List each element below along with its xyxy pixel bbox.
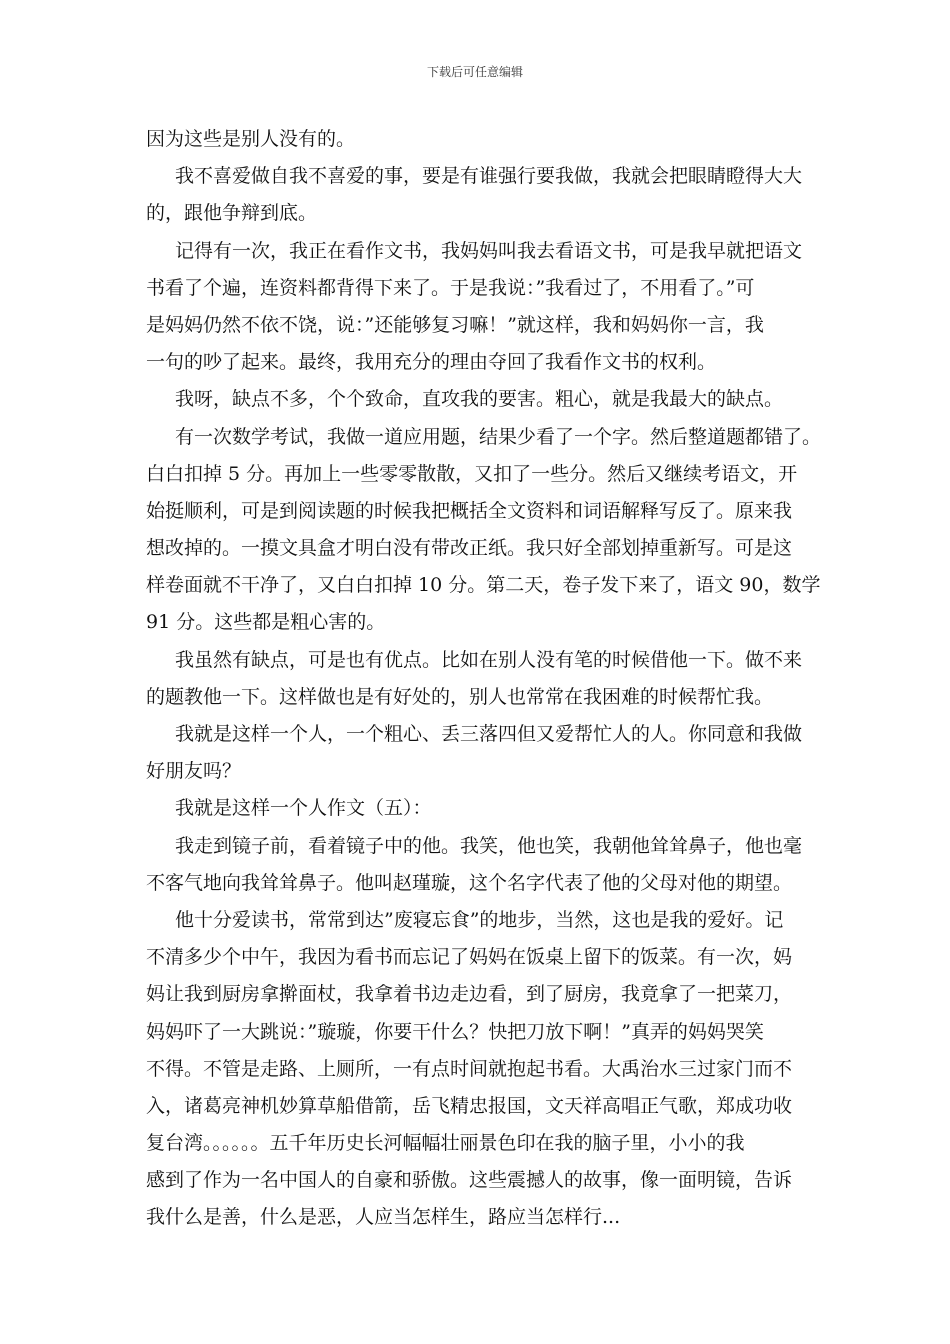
text-line: 的题教他一下。这样做也是有好处的，别人也常常在我困难的时候帮忙我。 bbox=[146, 685, 774, 708]
text-line: 我走到镜子前，看着镜子中的他。我笑，他也笑，我朝他耸耸鼻子，他也毫 bbox=[175, 834, 803, 857]
text-line: 我就是这样一个人，一个粗心、丢三落四但又爱帮忙人的人。你同意和我做 bbox=[175, 723, 803, 745]
text-line: 我不喜爱做自我不喜爱的事，要是有谁强行要我做，我就会把眼睛瞪得大大 bbox=[175, 165, 803, 188]
text-line: 因为这些是别人没有的。 bbox=[146, 128, 356, 150]
text-line: 始挺顺利，可是到阅读题的时候我把概括全文资料和词语解释写反了。原来我 bbox=[146, 499, 793, 522]
text-line: 记得有一次，我正在看作文书，我妈妈叫我去看语文书，可是我早就把语文 bbox=[175, 239, 803, 262]
text-line: 一句的吵了起来。最终，我用充分的理由夺回了我看作文书的权利。 bbox=[146, 351, 717, 374]
text-line: 我虽然有缺点，可是也有优点。比如在别人没有笔的时候借他一下。做不来 bbox=[175, 648, 803, 671]
text-line: 妈让我到厨房拿擀面杖，我拿着书边走边看，到了厨房，我竟拿了一把菜刀， bbox=[146, 983, 793, 1006]
document-body bbox=[146, 121, 822, 1237]
text-line: 好朋友吗？ bbox=[146, 760, 242, 783]
text-line: 的，跟他争辩到底。 bbox=[146, 202, 318, 225]
text-line: 我就是这样一个人作文（五）： bbox=[175, 797, 432, 820]
text-line: 不清多少个中午，我因为看书而忘记了妈妈在饭桌上留下的饭菜。有一次，妈 bbox=[146, 946, 793, 969]
text-line: 样卷面就不干净了，又白白扣掉 10 分。第二天，卷子发下来了，语文 90，数学 bbox=[146, 574, 821, 597]
text-line: 不得。不管是走路、上厕所，一有点时间就抱起书看。大禹治水三过家门而不 bbox=[146, 1057, 793, 1080]
text-line: 白白扣掉 5 分。再加上一些零零散散，又扣了一些分。然后又继续考语文，开 bbox=[146, 462, 798, 485]
page-header: 下载后可任意编辑 bbox=[426, 65, 523, 79]
text-line: 91 分。这些都是粗心害的。 bbox=[146, 611, 386, 634]
text-line: 有一次数学考试，我做一道应用题，结果少看了一个字。然后整道题都错了。 bbox=[175, 425, 822, 448]
text-line: 是妈妈仍然不依不饶，说：”还能够复习嘛！”就这样，我和妈妈你一言，我 bbox=[146, 313, 764, 336]
text-line: 复台湾。。。。。。五千年历史长河幅幅壮丽景色印在我的脑子里，小小的我 bbox=[146, 1132, 745, 1155]
text-line: 我什么是善，什么是恶，人应当怎样生，路应当怎样行... bbox=[146, 1206, 621, 1229]
text-line: 想改掉的。一摸文具盒才明白没有带改正纸。我只好全部划掉重新写。可是这 bbox=[146, 537, 793, 560]
text-line: 感到了作为一名中国人的自豪和骄傲。这些震撼人的故事，像一面明镜，告诉 bbox=[146, 1169, 793, 1192]
text-line: 他十分爱读书，常常到达”废寝忘食”的地步，当然，这也是我的爱好。记 bbox=[175, 908, 784, 931]
text-line: 书看了个遍，连资料都背得下来了。于是我说：”我看过了，不用看了。”可 bbox=[146, 276, 755, 299]
text-line: 不客气地向我耸耸鼻子。他叫赵瑾璇，这个名字代表了他的父母对他的期望。 bbox=[146, 871, 793, 894]
text-line: 妈妈吓了一大跳说：”璇璇，你要干什么？快把刀放下啊！”真弄的妈妈哭笑 bbox=[146, 1020, 764, 1043]
text-line: 我呀，缺点不多，个个致命，直攻我的要害。粗心，就是我最大的缺点。 bbox=[175, 388, 784, 411]
text-line: 入，诸葛亮神机妙算草船借箭，岳飞精忠报国，文天祥高唱正气歌，郑成功收 bbox=[146, 1094, 793, 1117]
